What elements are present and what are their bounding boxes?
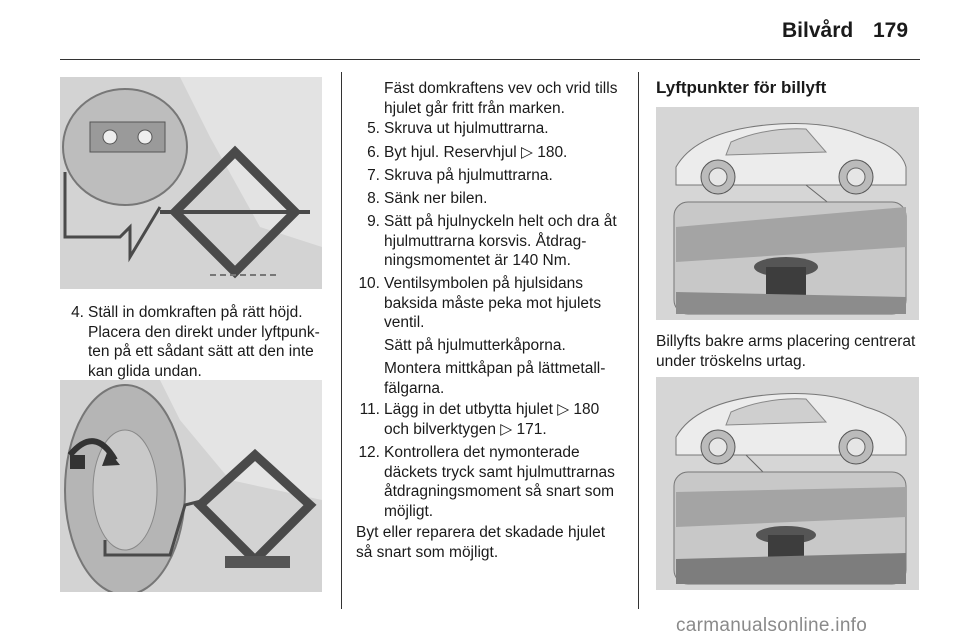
step-line: Ställ in domkraften på rätt höjd.	[88, 304, 303, 321]
closing-line: så snart som möjligt.	[356, 543, 499, 561]
lift-point-rear-illustration	[656, 377, 919, 590]
page-title: Bilvård	[782, 19, 854, 42]
step-line: möjligt.	[384, 502, 434, 520]
step-line: ventil.	[384, 314, 425, 331]
step-line: Montera mittkåpan på lättmetall-	[384, 360, 606, 377]
step-line: Byt hjul. Reservhjul ▷ 180.	[384, 144, 568, 161]
step-line: Lägg in det utbytta hjulet ▷ 180	[384, 401, 600, 418]
step-line: baksida måste peka mot hjulets	[384, 294, 602, 312]
step-line: Ventilsymbolen på hjulsidans	[384, 275, 584, 292]
step-number: 6.	[367, 144, 380, 161]
step-line: ten på ett sådant sätt att den inte	[88, 343, 314, 360]
intro-line: hjulet går fritt från marken.	[384, 99, 565, 117]
step-line: Sätt på hjulmutterkåporna.	[384, 337, 566, 354]
step-number: 9.	[367, 213, 380, 230]
section-heading: Lyftpunkter för billyft	[656, 78, 827, 97]
caption-line: Billyfts bakre arms placering centrerat	[656, 333, 916, 350]
step-line: Kontrollera det nymonterade	[384, 444, 580, 461]
step-line: däckets tryck samt hjulmuttrarnas	[384, 463, 615, 481]
lift-point-front-illustration	[656, 107, 919, 320]
header-divider	[60, 59, 920, 60]
step-number: 5.	[367, 120, 380, 137]
column-divider-right	[638, 72, 639, 609]
step-line: Skruva ut hjulmuttrarna.	[384, 120, 549, 137]
step-line: Skruva på hjulmuttrarna.	[384, 167, 553, 184]
step-line: hjulmuttrarna korsvis. Åtdrag-	[384, 232, 587, 250]
step-line: Sätt på hjulnyckeln helt och dra åt	[384, 213, 617, 230]
closing-line: Byt eller reparera det skadade hjulet	[356, 524, 606, 541]
step-line: Placera den direkt under lyftpunk-	[88, 323, 320, 341]
closing-text	[356, 523, 636, 562]
step-line: åtdragningsmoment så snart som	[384, 483, 615, 500]
watermark: carmanualsonline.info	[676, 615, 868, 636]
step-line: fälgarna.	[384, 379, 445, 397]
step-number: 12.	[358, 444, 380, 461]
step-number: 10.	[358, 275, 380, 292]
step-line: och bilverktygen ▷ 171.	[384, 420, 547, 438]
step-number: 11.	[359, 401, 380, 418]
figure-caption	[656, 332, 956, 371]
jack-placement-illustration	[60, 77, 322, 289]
intro-line: Fäst domkraftens vev och vrid tills	[384, 80, 618, 97]
page-number: 179	[873, 19, 909, 42]
caption-line: under tröskelns urtag.	[656, 352, 806, 370]
step-line: kan glida undan.	[88, 362, 202, 380]
step-number: 4.	[71, 304, 84, 321]
step-line: Sänk ner bilen.	[384, 190, 488, 207]
column-divider-left	[341, 72, 342, 609]
step-line: ningsmomentet är 140 Nm.	[384, 252, 571, 269]
intro-text	[384, 79, 634, 118]
step-number: 7.	[367, 167, 380, 184]
step-number: 8.	[367, 190, 380, 207]
jack-raising-illustration	[60, 380, 322, 592]
